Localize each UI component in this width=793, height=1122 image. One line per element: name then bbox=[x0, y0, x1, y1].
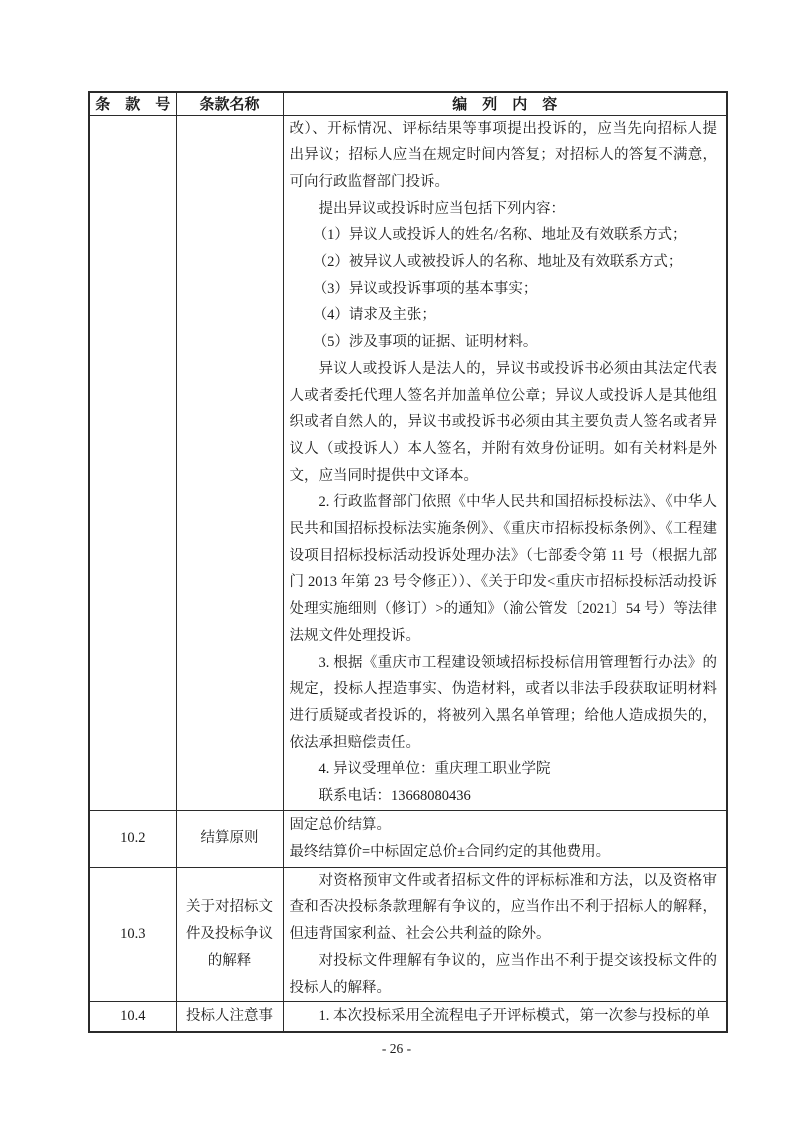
table-row bbox=[89, 867, 727, 1002]
clause-content-cell bbox=[283, 810, 727, 867]
clause-table bbox=[88, 91, 728, 1033]
content-paragraph: 对资格预审文件或者招标文件的评标标准和方法，以及资格审查和否决投标条款理解有争议的，应当作出不利于招标人的解释，但违背国家利益、社会公共利益的除外。 bbox=[289, 872, 717, 943]
content-paragraph: （1）异议人或投诉人的姓名/名称、地址及有效联系方式； bbox=[312, 227, 687, 244]
table-row bbox=[89, 1002, 727, 1032]
content-paragraph: 4. 异议受理单位：重庆理工职业学院 bbox=[318, 761, 551, 778]
clause-number-cell: 10.4 bbox=[89, 1002, 176, 1032]
content-paragraph: 改）、开标情况、评标结果等事项提出投诉的，应当先向招标人提出异议；招标人应当在规定时间内答复；对招标人的答复不满意，可向行政监督部门投诉。 bbox=[289, 120, 717, 190]
clause-content-cell bbox=[283, 1002, 727, 1032]
header-content: 编 列 内 容 bbox=[283, 92, 727, 115]
clause-number-cell bbox=[89, 115, 176, 810]
content-paragraph: 3. 根据《重庆市工程建设领域招标投标信用管理暂行办法》的规定，投标人捏造事实、伪造材料，或者以非法手段获取证明材料进行质疑或者投诉的，将被列入黑名单管理；给他人造成损失的，依法承担赔偿责任。 bbox=[289, 654, 717, 751]
table-row bbox=[89, 115, 727, 810]
header-clause-number: 条 款 号 bbox=[89, 92, 176, 115]
clause-number-cell: 10.3 bbox=[89, 867, 176, 1002]
content-paragraph: 固定总价结算。 bbox=[289, 817, 391, 834]
content-paragraph: 最终结算价=中标固定总价±合同约定的其他费用。 bbox=[289, 843, 611, 860]
content-paragraph: 对投标文件理解有争议的，应当作出不利于提交该投标文件的投标人的解释。 bbox=[289, 952, 717, 996]
table-header-row bbox=[89, 92, 727, 115]
content-paragraph: （5）涉及事项的证据、证明材料。 bbox=[312, 334, 538, 351]
clause-content-cell bbox=[283, 867, 727, 1002]
clause-name-cell: 结算原则 bbox=[176, 810, 283, 867]
content-paragraph: 提出异议或投诉时应当包括下列内容： bbox=[318, 200, 565, 217]
content-paragraph: （2）被异议人或被投诉人的名称、地址及有效联系方式； bbox=[312, 254, 683, 271]
content-paragraph: 1. 本次投标采用全流程电子开评标模式，第一次参与投标的单 bbox=[318, 1008, 710, 1025]
clause-name-cell bbox=[176, 115, 283, 810]
page-number: - 26 - bbox=[381, 1041, 412, 1056]
content-paragraph: （4）请求及主张； bbox=[312, 307, 436, 324]
clause-content-cell bbox=[283, 115, 727, 810]
content-paragraph: 异议人或投诉人是法人的，异议书或投诉书必须由其法定代表人或者委托代理人签名并加盖单位公章；异议人或投诉人是其他组织或者自然人的，异议书或投诉书必须由其主要负责人签名或者异议人（或投诉人）本人签名，并附有效身份证明。如有关材料是外文，应当同时提供中文译本。 bbox=[289, 360, 717, 484]
clause-number-cell: 10.2 bbox=[89, 810, 176, 867]
content-paragraph: （3）异议或投诉事项的基本事实； bbox=[312, 280, 538, 297]
content-paragraph: 联系电话：13668080436 bbox=[318, 788, 471, 805]
clause-name-cell: 关于对招标文件及投标争议的解释 bbox=[176, 867, 283, 1002]
table-row bbox=[89, 810, 727, 867]
content-paragraph: 2. 行政监督部门依照《中华人民共和国招标投标法》、《中华人民共和国招标投标法实施条例》、《重庆市招标投标条例》、《工程建设项目招标投标活动投诉处理办法》（七部委令第 11 号（根据九部门 2013 年第 23 号令修正））、《关于印发<重庆市招标投标活动投诉处理实施细则（修订）>的通知》（渝公管发〔2021〕54 号）等法律法规文件处理投诉。 bbox=[289, 494, 717, 644]
clause-name-cell: 投标人注意事 bbox=[176, 1002, 283, 1032]
header-clause-name: 条款名称 bbox=[176, 92, 283, 115]
